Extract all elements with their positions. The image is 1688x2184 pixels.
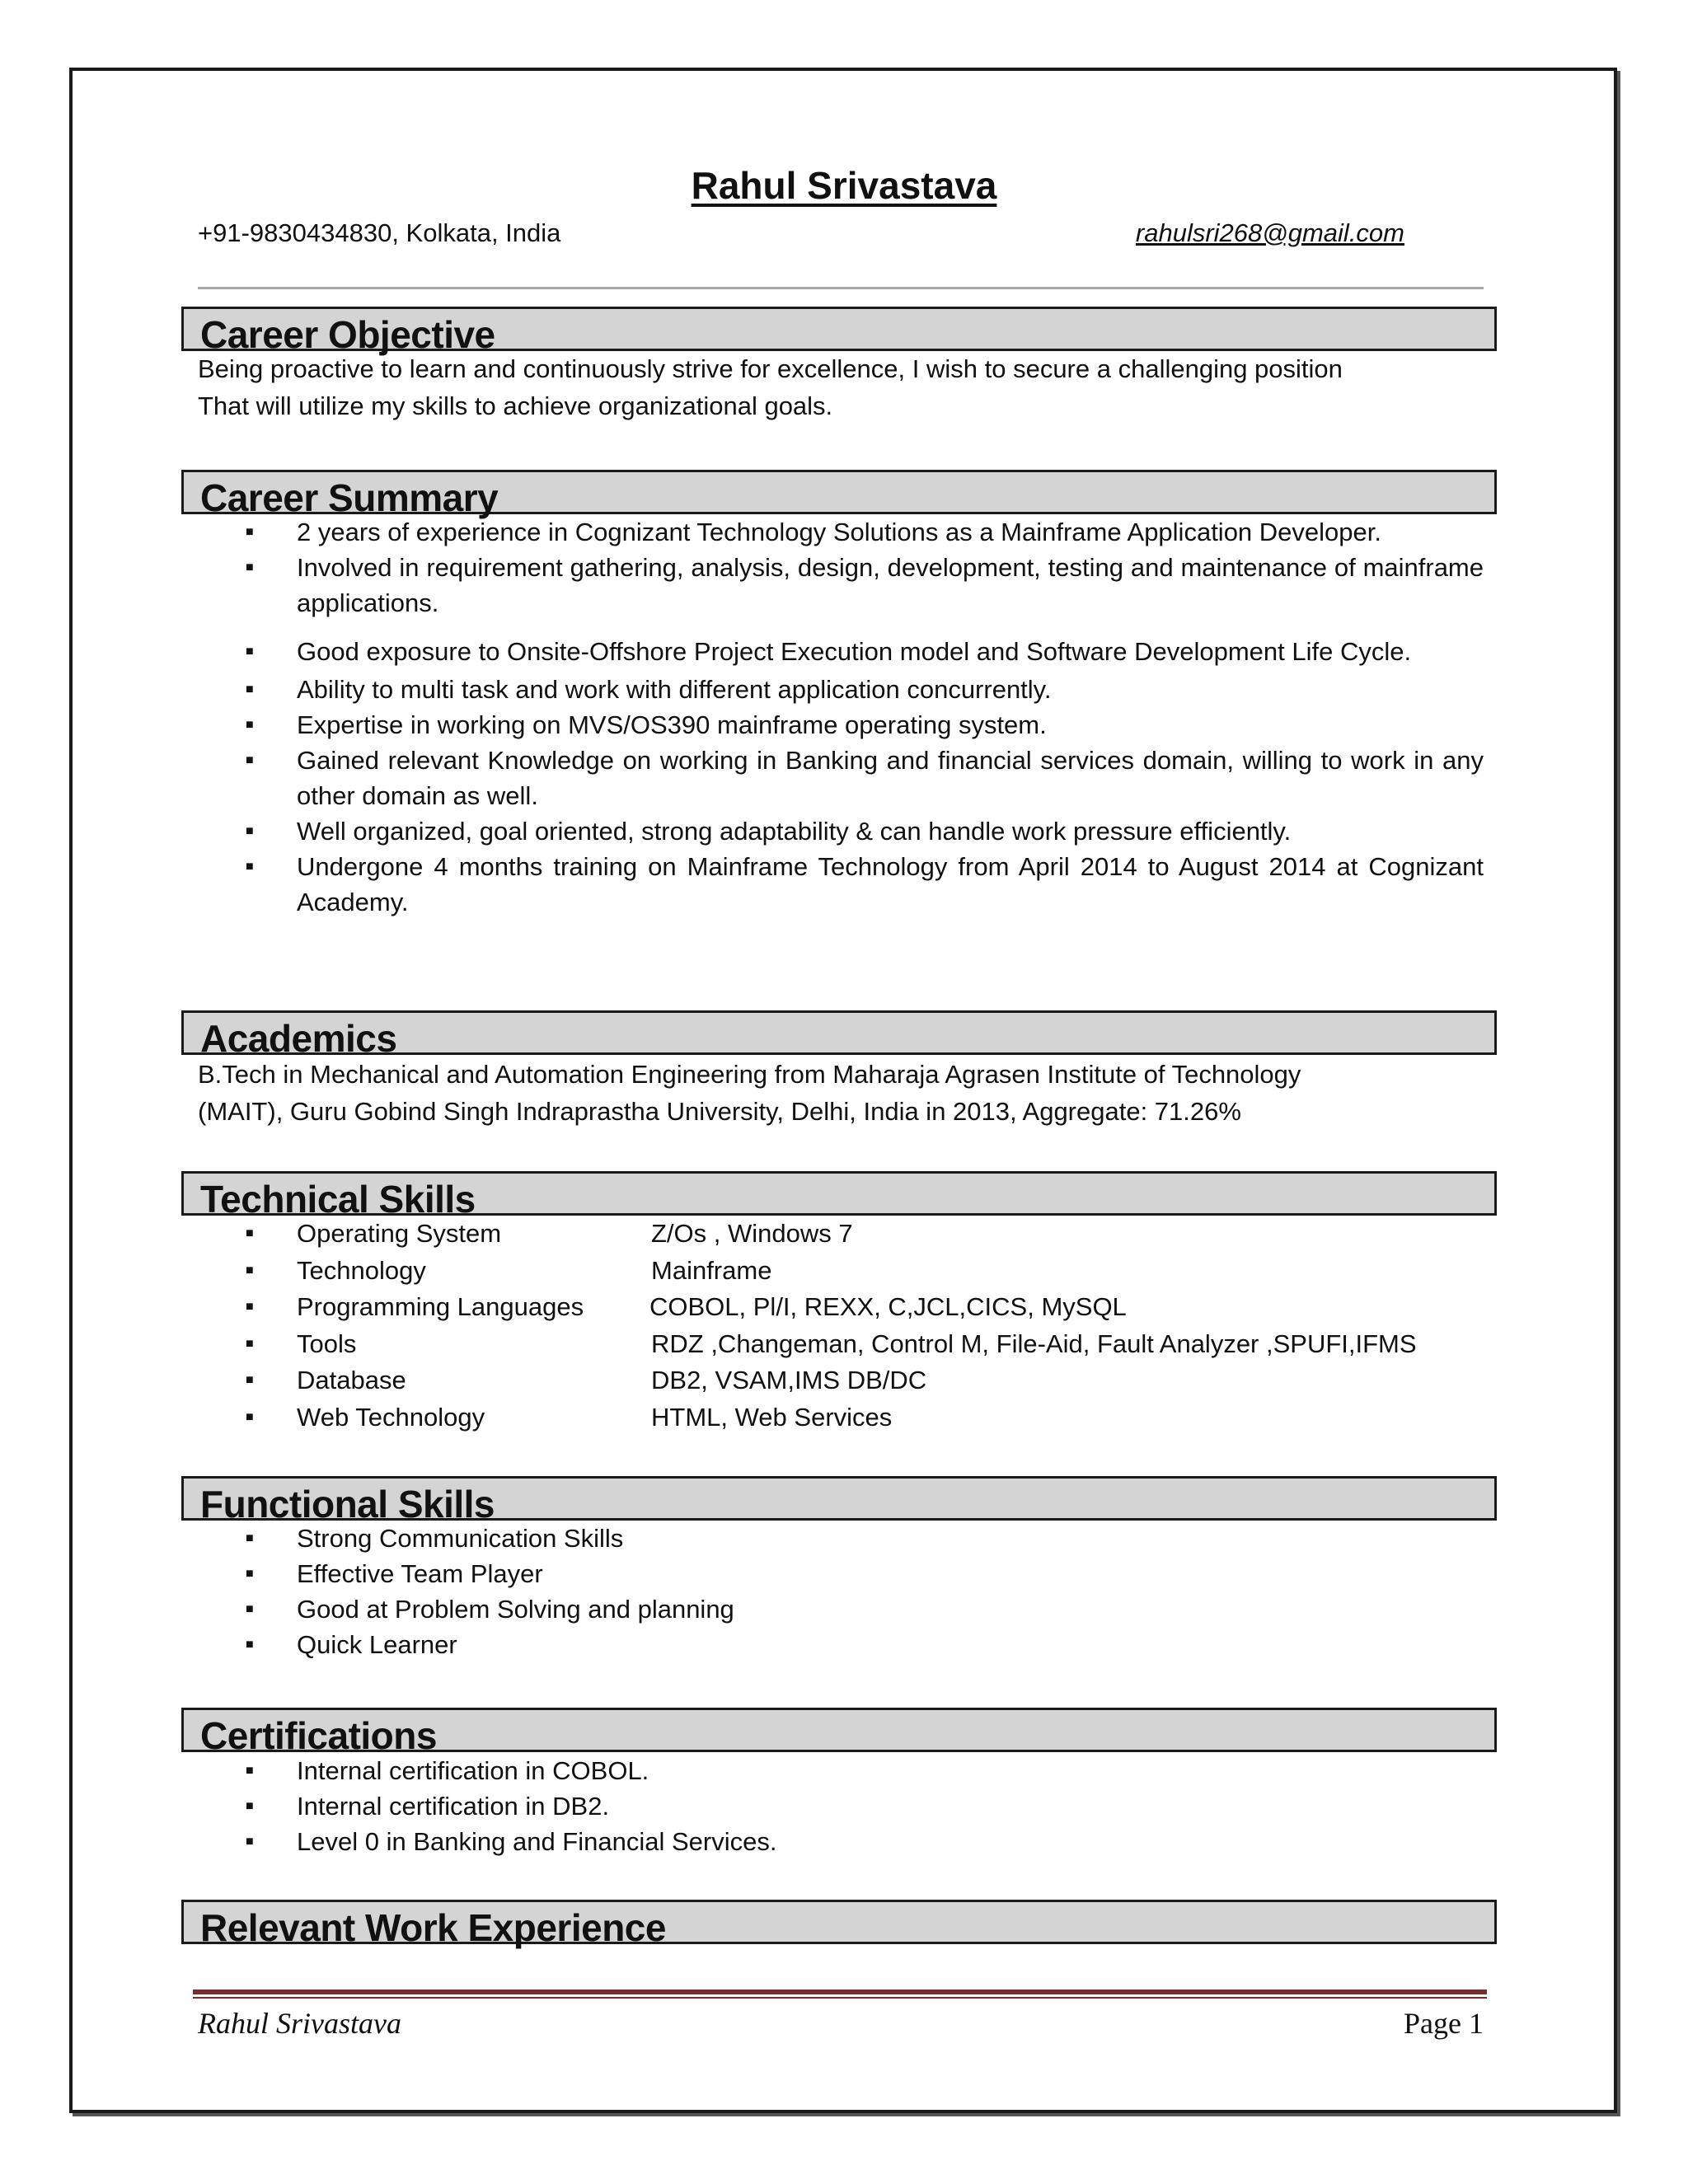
section-title: Certifications: [200, 1714, 437, 1757]
header-divider: [198, 287, 1484, 289]
section-work-experience: [181, 1900, 1497, 1949]
list-item: ■ Well organized, goal oriented, strong adaptability & can handle work pressure efficiently.: [198, 813, 1484, 849]
section-certifications: [181, 1708, 1497, 1757]
skill-value: DB2, VSAM,IMS DB/DC: [651, 1366, 927, 1394]
skill-key: Operating System: [297, 1219, 502, 1248]
skill-value: Z/Os , Windows 7: [651, 1219, 853, 1248]
career-objective-text: [198, 350, 1484, 424]
section-title: Career Objective: [200, 313, 495, 356]
skill-row: ■ Operating System Z/Os , Windows 7: [198, 1216, 1484, 1253]
section-academics: [181, 1010, 1497, 1060]
career-summary-list: [198, 514, 1484, 920]
list-item: ■ Gained relevant Knowledge on working in Banking and financial services domain, willing to work in any other domain as well.: [198, 743, 1484, 813]
section-title: Academics: [200, 1017, 397, 1060]
section-title: Functional Skills: [200, 1483, 495, 1526]
skill-value: Mainframe: [651, 1255, 772, 1285]
skill-value: COBOL, Pl/I, REXX, C,JCL,CICS, MySQL: [649, 1292, 1127, 1321]
skill-key: Web Technology: [297, 1402, 485, 1432]
section-technical-skills: [181, 1171, 1497, 1221]
list-item: ■ Expertise in working on MVS/OS390 mainframe operating system.: [198, 707, 1484, 743]
academics-text: [198, 1056, 1484, 1130]
skill-row: ■ Web Technology HTML, Web Services: [198, 1399, 1484, 1436]
objective-line: Being proactive to learn and continuously strive for excellence, I wish to secure a challenging position: [198, 354, 1343, 383]
objective-line: That will utilize my skills to achieve organizational goals.: [198, 391, 833, 420]
list-item: ■ Good at Problem Solving and planning: [198, 1591, 1484, 1627]
footer-name: Rahul Srivastava: [198, 2007, 401, 2040]
section-title: Relevant Work Experience: [200, 1906, 666, 1949]
academics-line: B.Tech in Mechanical and Automation Engineering from Maharaja Agrasen Institute of Technology: [198, 1060, 1301, 1089]
skill-row: ■ Programming Languages COBOL, Pl/I, REXX, C,JCL,CICS, MySQL: [198, 1289, 1484, 1326]
functional-skills-list: [198, 1521, 1484, 1662]
skill-key: Programming Languages: [297, 1292, 584, 1321]
section-title: Technical Skills: [200, 1178, 476, 1221]
skill-row: ■ Tools RDZ ,Changeman, Control M, File-Aid, Fault Analyzer ,SPUFI,IFMS: [198, 1326, 1484, 1363]
email-link[interactable]: rahulsri268@gmail.com: [1135, 218, 1404, 247]
list-item: ■ Internal certification in DB2.: [198, 1788, 1484, 1824]
list-item: ■ Level 0 in Banking and Financial Services.: [198, 1824, 1484, 1859]
certifications-list: [198, 1753, 1484, 1859]
section-career-summary: [181, 470, 1497, 519]
section-title: Career Summary: [200, 476, 499, 519]
section-career-objective: [181, 307, 1497, 356]
technical-skills-table: [198, 1216, 1484, 1436]
footer-divider: [193, 1990, 1487, 1994]
list-item: ■ Good exposure to Onsite-Offshore Project Execution model and Software Development Life Cycle.: [198, 634, 1484, 669]
list-item: ■ 2 years of experience in Cognizant Technology Solutions as a Mainframe Application Developer.: [198, 514, 1484, 550]
list-item: ■ Ability to multi task and work with different application concurrently.: [198, 672, 1484, 707]
skill-key: Tools: [297, 1329, 357, 1358]
list-item: ■ Strong Communication Skills: [198, 1521, 1484, 1556]
list-item: ■ Effective Team Player: [198, 1556, 1484, 1591]
list-item: ■ Undergone 4 months training on Mainframe Technology from April 2014 to August 2014 at Cognizant Academy.: [198, 849, 1484, 920]
page-number: Page 1: [1404, 2007, 1484, 2040]
academics-line: (MAIT), Guru Gobind Singh Indraprastha University, Delhi, India in 2013, Aggregate: 71.26%: [198, 1097, 1241, 1126]
skill-value: RDZ ,Changeman, Control M, File-Aid, Fault Analyzer ,SPUFI,IFMS: [651, 1329, 1417, 1358]
skill-key: Database: [297, 1366, 406, 1394]
skill-row: ■ Database DB2, VSAM,IMS DB/DC: [198, 1362, 1484, 1399]
list-item: ■ Quick Learner: [198, 1627, 1484, 1662]
section-functional-skills: [181, 1476, 1497, 1526]
skill-value: HTML, Web Services: [651, 1402, 893, 1432]
skill-key: Technology: [297, 1255, 426, 1285]
footer-divider-thin: [193, 1997, 1487, 1999]
list-item: ■ Involved in requirement gathering, analysis, design, development, testing and maintenance of mainframe applications.: [198, 550, 1484, 621]
candidate-name: Rahul Srivastava: [691, 164, 997, 207]
skill-row: ■ Technology Mainframe: [198, 1253, 1484, 1290]
list-item: ■ Internal certification in COBOL.: [198, 1753, 1484, 1788]
contact-info: +91-9830434830, Kolkata, India: [198, 218, 561, 247]
